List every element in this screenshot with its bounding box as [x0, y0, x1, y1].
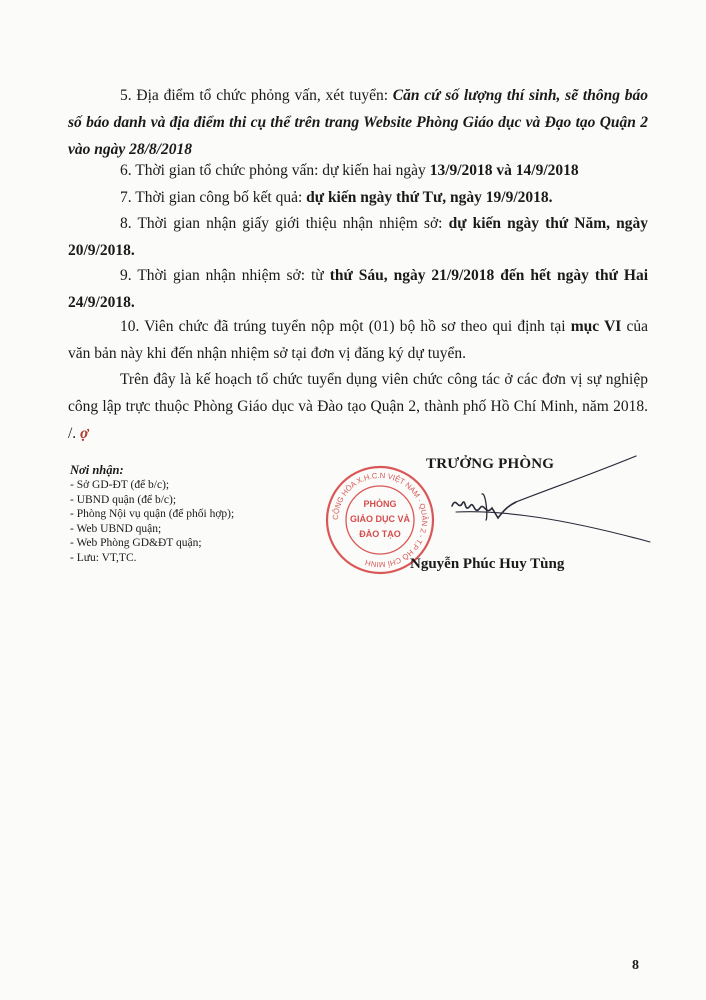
stamp-line-1: PHÒNG	[363, 499, 397, 509]
p10-tail: của văn bản này khi đến nhận nhiệm sở tại đơn vị đăng ký dự tuyển.	[68, 318, 648, 362]
paragraph-10	[68, 313, 648, 367]
recipient-item: - UBND quận (để b/c);	[70, 493, 177, 506]
recipient-item: - Sở GD-ĐT (để b/c);	[70, 479, 170, 491]
p9-lead: 9. Thời gian nhận nhiệm sở: từ	[120, 267, 330, 284]
page-number: 8	[632, 958, 639, 973]
handwritten-initials: ợ	[80, 425, 89, 442]
signer-title: TRƯỞNG PHÒNG	[426, 456, 555, 472]
stamp-ring-text: CỘNG HÒA X.H.C.N VIỆT NAM · QUẬN 2 - T.P HỒ CHÍ MINH	[330, 470, 430, 570]
paragraph-5	[68, 82, 648, 163]
p10-bold: mục VI	[570, 318, 622, 335]
handwritten-signature-icon	[412, 448, 652, 548]
p7-lead: 7. Thời gian công bố kết quả:	[120, 189, 307, 206]
p5-emphasis: Căn cứ số lượng thí sinh, sẽ thông báo số báo danh và địa điểm thi cụ thể trên trang Website Phòng Giáo dục và Đạo tạo Quận 2 vào ngày 28/8/2018	[68, 87, 648, 158]
paragraph-8	[68, 210, 648, 264]
recipient-item: - Web Phòng GD&ĐT quận;	[70, 537, 202, 549]
p8-lead: 8. Thời gian nhận giấy giới thiệu nhận nhiệm sở:	[120, 215, 449, 232]
recipient-item: - Phòng Nội vụ quận (để phối hợp);	[70, 508, 235, 520]
paragraph-9	[68, 262, 648, 316]
recipient-item: - Web UBND quận;	[70, 522, 162, 535]
p5-lead: 5. Địa điểm tổ chức phỏng vấn, xét tuyển:	[120, 87, 393, 104]
stamp-line-3: ĐÀO TẠO	[359, 529, 401, 539]
recipients-block	[70, 462, 330, 565]
stamp-line-2: GIÁO DỤC VÀ	[349, 514, 411, 524]
recipient-item: - Lưu: VT,TC.	[70, 551, 137, 564]
p6-bold: 13/9/2018 và 14/9/2018	[429, 162, 579, 179]
closing-text: Trên đây là kế hoạch tổ chức tuyển dụng viên chức công tác ở các đơn vị sự nghiệp công lập trực thuộc Phòng Giáo dục và Đào tạo Quận 2, thành phố Hồ Chí Minh, năm 2018. /.	[68, 371, 648, 442]
closing-paragraph	[68, 366, 648, 447]
paragraph-7	[68, 184, 648, 211]
signer-name: Nguyễn Phúc Huy Tùng	[410, 556, 565, 572]
p8-bold: dự kiến ngày thứ Năm, ngày 20/9/2018.	[68, 215, 649, 259]
recipients-heading: Nơi nhận:	[70, 463, 124, 477]
p10-lead: 10. Viên chức đã trúng tuyển nộp một (01) bộ hồ sơ theo qui định tại	[120, 318, 571, 335]
p6-lead: 6. Thời gian tổ chức phỏng vấn: dự kiến hai ngày	[120, 162, 430, 179]
p7-bold: dự kiến ngày thứ Tư, ngày 19/9/2018.	[306, 189, 553, 206]
paragraph-6	[68, 157, 648, 184]
p9-bold: thứ Sáu, ngày 21/9/2018 đến hết ngày thứ Hai 24/9/2018.	[68, 267, 649, 311]
